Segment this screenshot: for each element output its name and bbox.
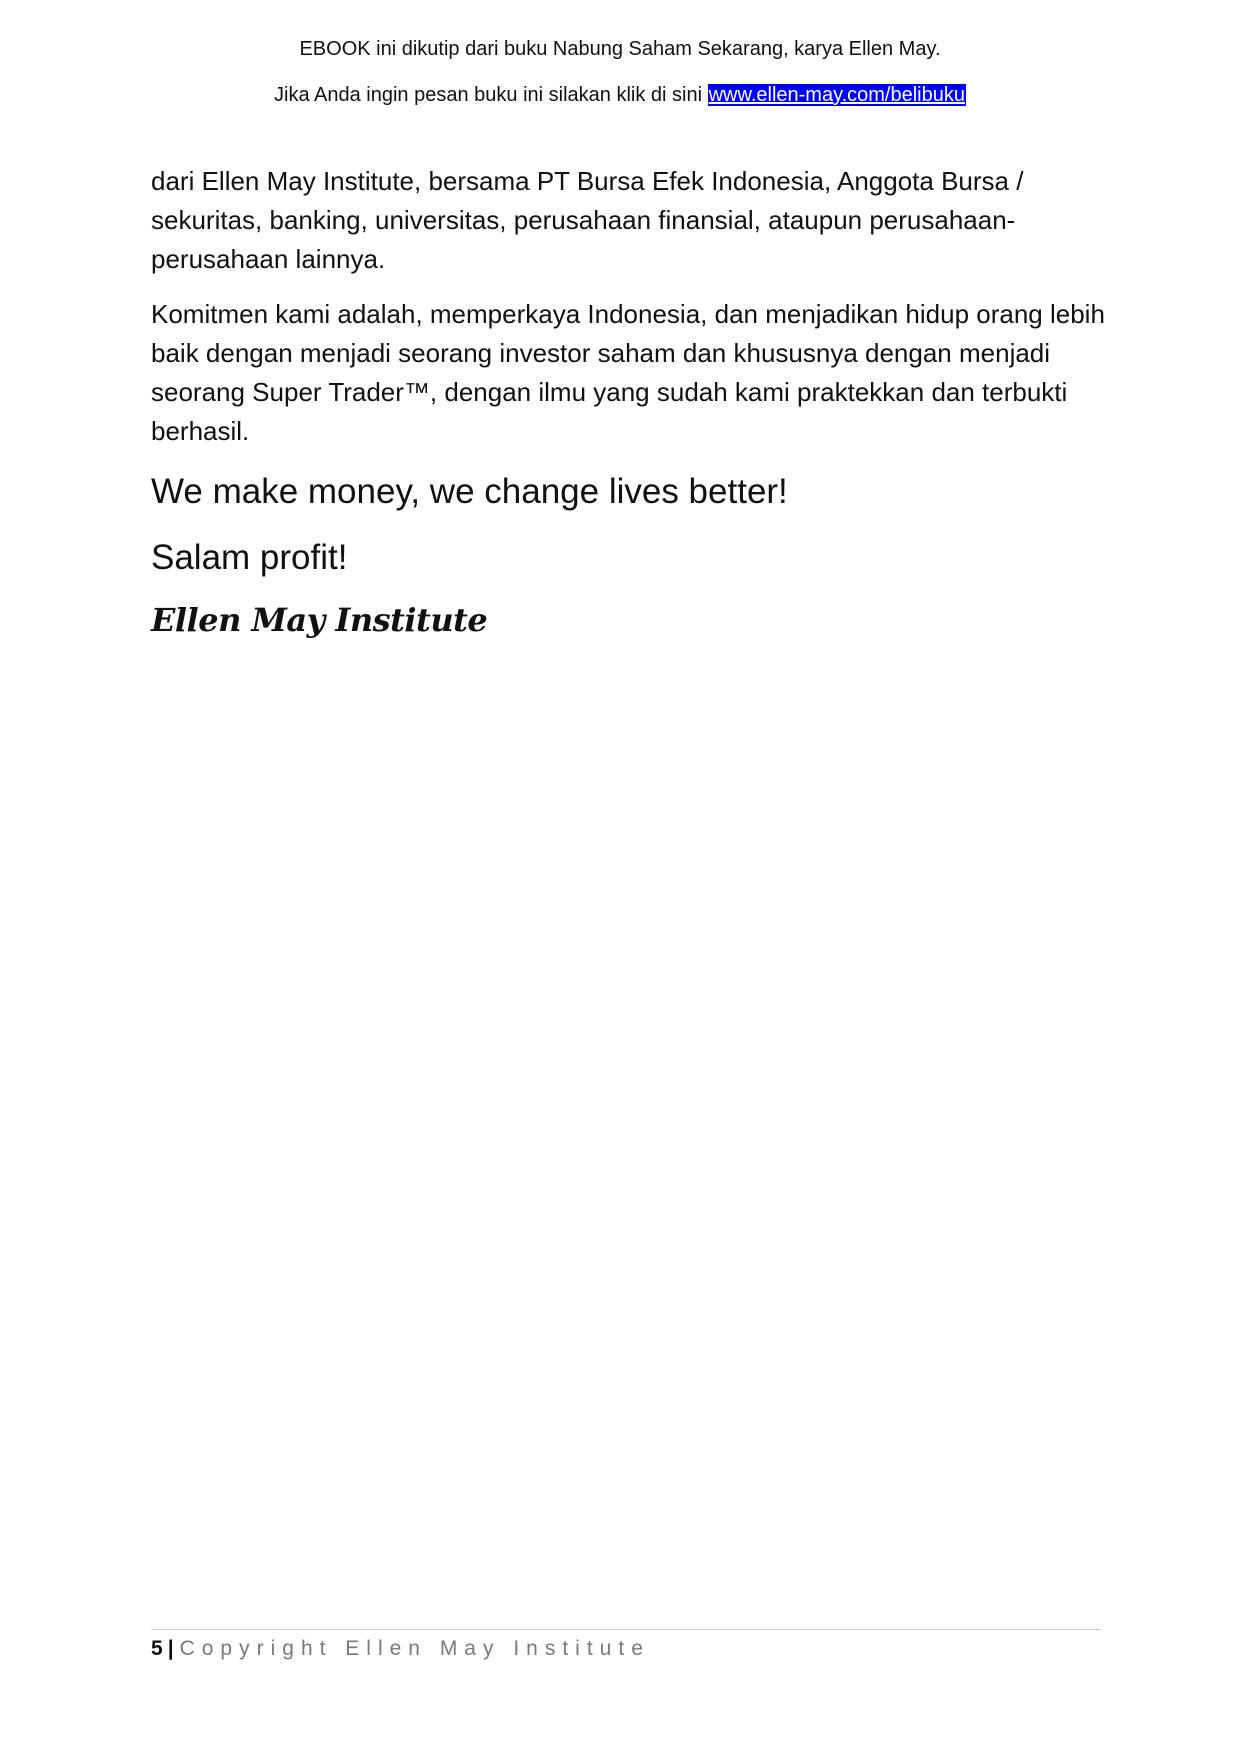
body-paragraph-2: Komitmen kami adalah, memperkaya Indonesia, dan menjadikan hidup orang lebih baik dengan menjadi seorang investor saham dan khususnya dengan menjadi seorang Super Trader™, dengan ilmu yang sudah kami praktekkan dan terbukti berhasil. [151, 299, 1105, 446]
footer-separator: | [167, 1637, 174, 1660]
header-source-note: EBOOK ini dikutip dari buku Nabung Saham Sekarang, karya Ellen May. [299, 38, 941, 60]
body-paragraph-1: dari Ellen May Institute, bersama PT Bursa Efek Indonesia, Anggota Bursa / sekuritas, banking, universitas, perusahaan finansial, ataupun perusahaan-perusahaan lainnya. [151, 166, 1024, 274]
page-footer [151, 1634, 650, 1664]
page-header [0, 26, 1240, 118]
signature: Ellen May Institute [151, 601, 488, 639]
copyright-text: Copyright Ellen May Institute [179, 1637, 650, 1660]
page-number: 5 [151, 1637, 163, 1660]
footer-divider [151, 1629, 1101, 1630]
greeting: Salam profit! [151, 538, 348, 577]
header-order-text: Jika Anda ingin pesan buku ini silakan klik di sini [274, 84, 708, 106]
header-order-note [0, 72, 1240, 118]
slogan: We make money, we change lives better! [151, 472, 788, 511]
buy-book-link[interactable]: www.ellen-may.com/belibuku [708, 84, 965, 106]
page-content [151, 162, 1111, 675]
